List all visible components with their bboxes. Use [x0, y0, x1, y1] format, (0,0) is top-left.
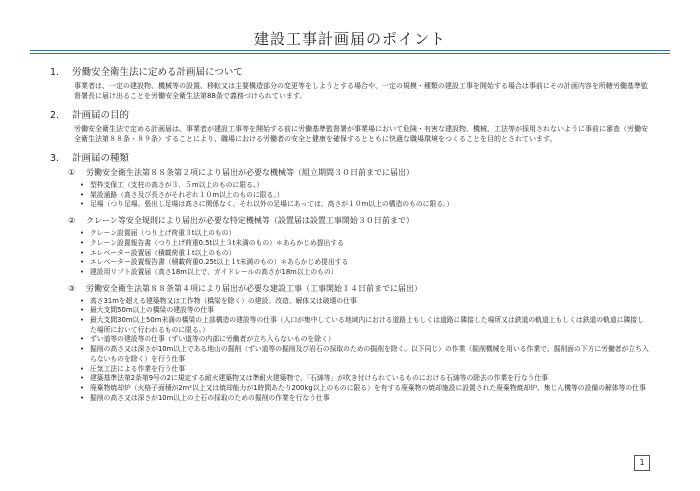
bullet-list: [80, 297, 650, 404]
section-paragraph: 事業者は、一定の建設物、機械等の設置、移転又は主要構造部分の変更等をしようとする場合や、一定の規模・種類の建設工事を開始する場合は事前にその計画内容を所轄労働基準監督署長に届け出ることを労働安全衛生法第88条で義務づけられています。: [74, 82, 648, 100]
list-item: • 架設通路（高さ及び長さがそれぞれ１０m以上のものに限る。）: [80, 191, 650, 201]
list-item: • 最大支間50m以上の橋梁の建設等の仕事: [80, 306, 650, 316]
list-item: • 建設用リフト設置届（高さ18m以上で、ガイドレールの高さが18m以上のもの）: [80, 268, 650, 278]
subsection-number: ①: [68, 168, 76, 177]
section-title: 計画届の種類: [72, 153, 130, 164]
subsection-title: クレーン等安全規則により届出が必要な特定機械等（設置届は設置工事開始３０日前まで）: [86, 216, 414, 226]
list-item: • 最大支間30m以上50m未満の橋梁の上部構造の建設等の仕事（人口が集中している地域内における道路上もしくは道路に隣接した場所又は鉄道の軌道上もしくは鉄道の軌道に隣接した場所において行われるものに限る。）: [80, 316, 650, 335]
list-item: • 掘削の高さ又は深さが10m以上である地山の掘削（ずい道等の掘削及び岩石の採取のための掘削を除く。以下同じ）の作業（掘削機械を用いる作業で、掘削面の下方に労働者が立ち入らないものを除く）を行う仕事: [80, 345, 650, 364]
section-heading: [50, 64, 650, 78]
section-number: 1.: [50, 67, 60, 78]
list-item: • 圧気工法による作業を行う仕事: [80, 365, 650, 375]
section-2: [50, 107, 650, 144]
section-title: 計画届の目的: [72, 110, 130, 121]
subsection-number: ③: [68, 283, 76, 293]
section-number: 3.: [50, 153, 60, 164]
section-title: 労働安全衛生法に定める計画届について: [72, 67, 243, 78]
list-item: • 足場（つり足場、張出し足場は高さに関係なく、それ以外の足場にあっては、高さが１０m以上の構造のものに限る。）: [80, 200, 650, 210]
subsection-title: 労働安全衛生法第８８条第２項により届出が必要な機械等（組立期間３０日前までに届出）: [86, 168, 414, 177]
list-item: • 掘削の高さ又は深さが10m以上の土石の採取のための掘削の作業を行なう仕事: [80, 394, 650, 404]
list-item: • 廃棄物焼却炉（火格子面積が2m²以上又は焼却能力が1時間あたり200kg以上のものに限る）を有する廃棄物の焼却施設に設置された廃棄物焼却炉、集じん機等の設備の解体等の仕事: [80, 384, 650, 394]
list-item: • 建築基準法第2条第9号の2に規定する耐火建築物又は準耐火建築物で、「石綿等」が吹き付けられているものにおける石綿等の除去の作業を行なう仕事: [80, 374, 650, 384]
subsection-heading: [68, 283, 650, 294]
bullet-list: [80, 181, 650, 210]
title-rule-bottom: [30, 53, 670, 54]
bullet-list: [80, 229, 650, 278]
section-1: [50, 64, 650, 101]
list-item: • クレーン設置届（つり上げ荷重３t以上のもの）: [80, 229, 650, 239]
list-item: • エレベーター設置届（積載荷重１t以上のもの）: [80, 249, 650, 259]
section-paragraph: 労働安全衛生法で定める計画届は、事業者が建設工事等を開始する前に労働基準監督署が事業場において危険・有害な建設物、機械、工法等が採用されないように事前に審査（労働安全衛生法第８８条・８９条）することにより、職場における労働者の安全と健康を確保するとともに快適な職場環境をつくることを目的とされています。: [74, 125, 648, 143]
section-heading: [50, 107, 650, 121]
title-rule-top: [30, 50, 670, 51]
document-body: [50, 64, 650, 408]
list-item: • 高さ31mを超える建築物又は工作物（橋梁を除く）の建設、改造、解体又は破壊の仕事: [80, 297, 650, 307]
section-3: [50, 150, 650, 403]
list-item: • エレベーター設置報告書（積載荷重0.25t以上１t未満のもの）＊あらかじめ提出する: [80, 258, 650, 268]
list-item: • ずい道等の建設等の仕事（ずい道等の内部に労働者が立ち入らないものを除く）: [80, 335, 650, 345]
subsection-heading: [68, 215, 650, 226]
subsection-number: ②: [68, 216, 76, 226]
list-item: • クレーン設置報告書（つり上げ荷重0.5t以上３t未満のもの）＊あらかじめ提出する: [80, 239, 650, 249]
list-item: • 型枠支保工（支柱の高さが３．５m以上のものに限る。）: [80, 181, 650, 191]
page-title: 建設工事計画届のポイント: [253, 30, 446, 48]
subsection-heading: [68, 167, 650, 178]
section-number: 2.: [50, 110, 60, 121]
page-number: 1: [634, 455, 650, 471]
section-heading: [50, 150, 650, 164]
subsection-title: 労働安全衛生法第８８条第４項により届出が必要な建設工事（工事開始１４日前までに届出）: [86, 283, 422, 293]
